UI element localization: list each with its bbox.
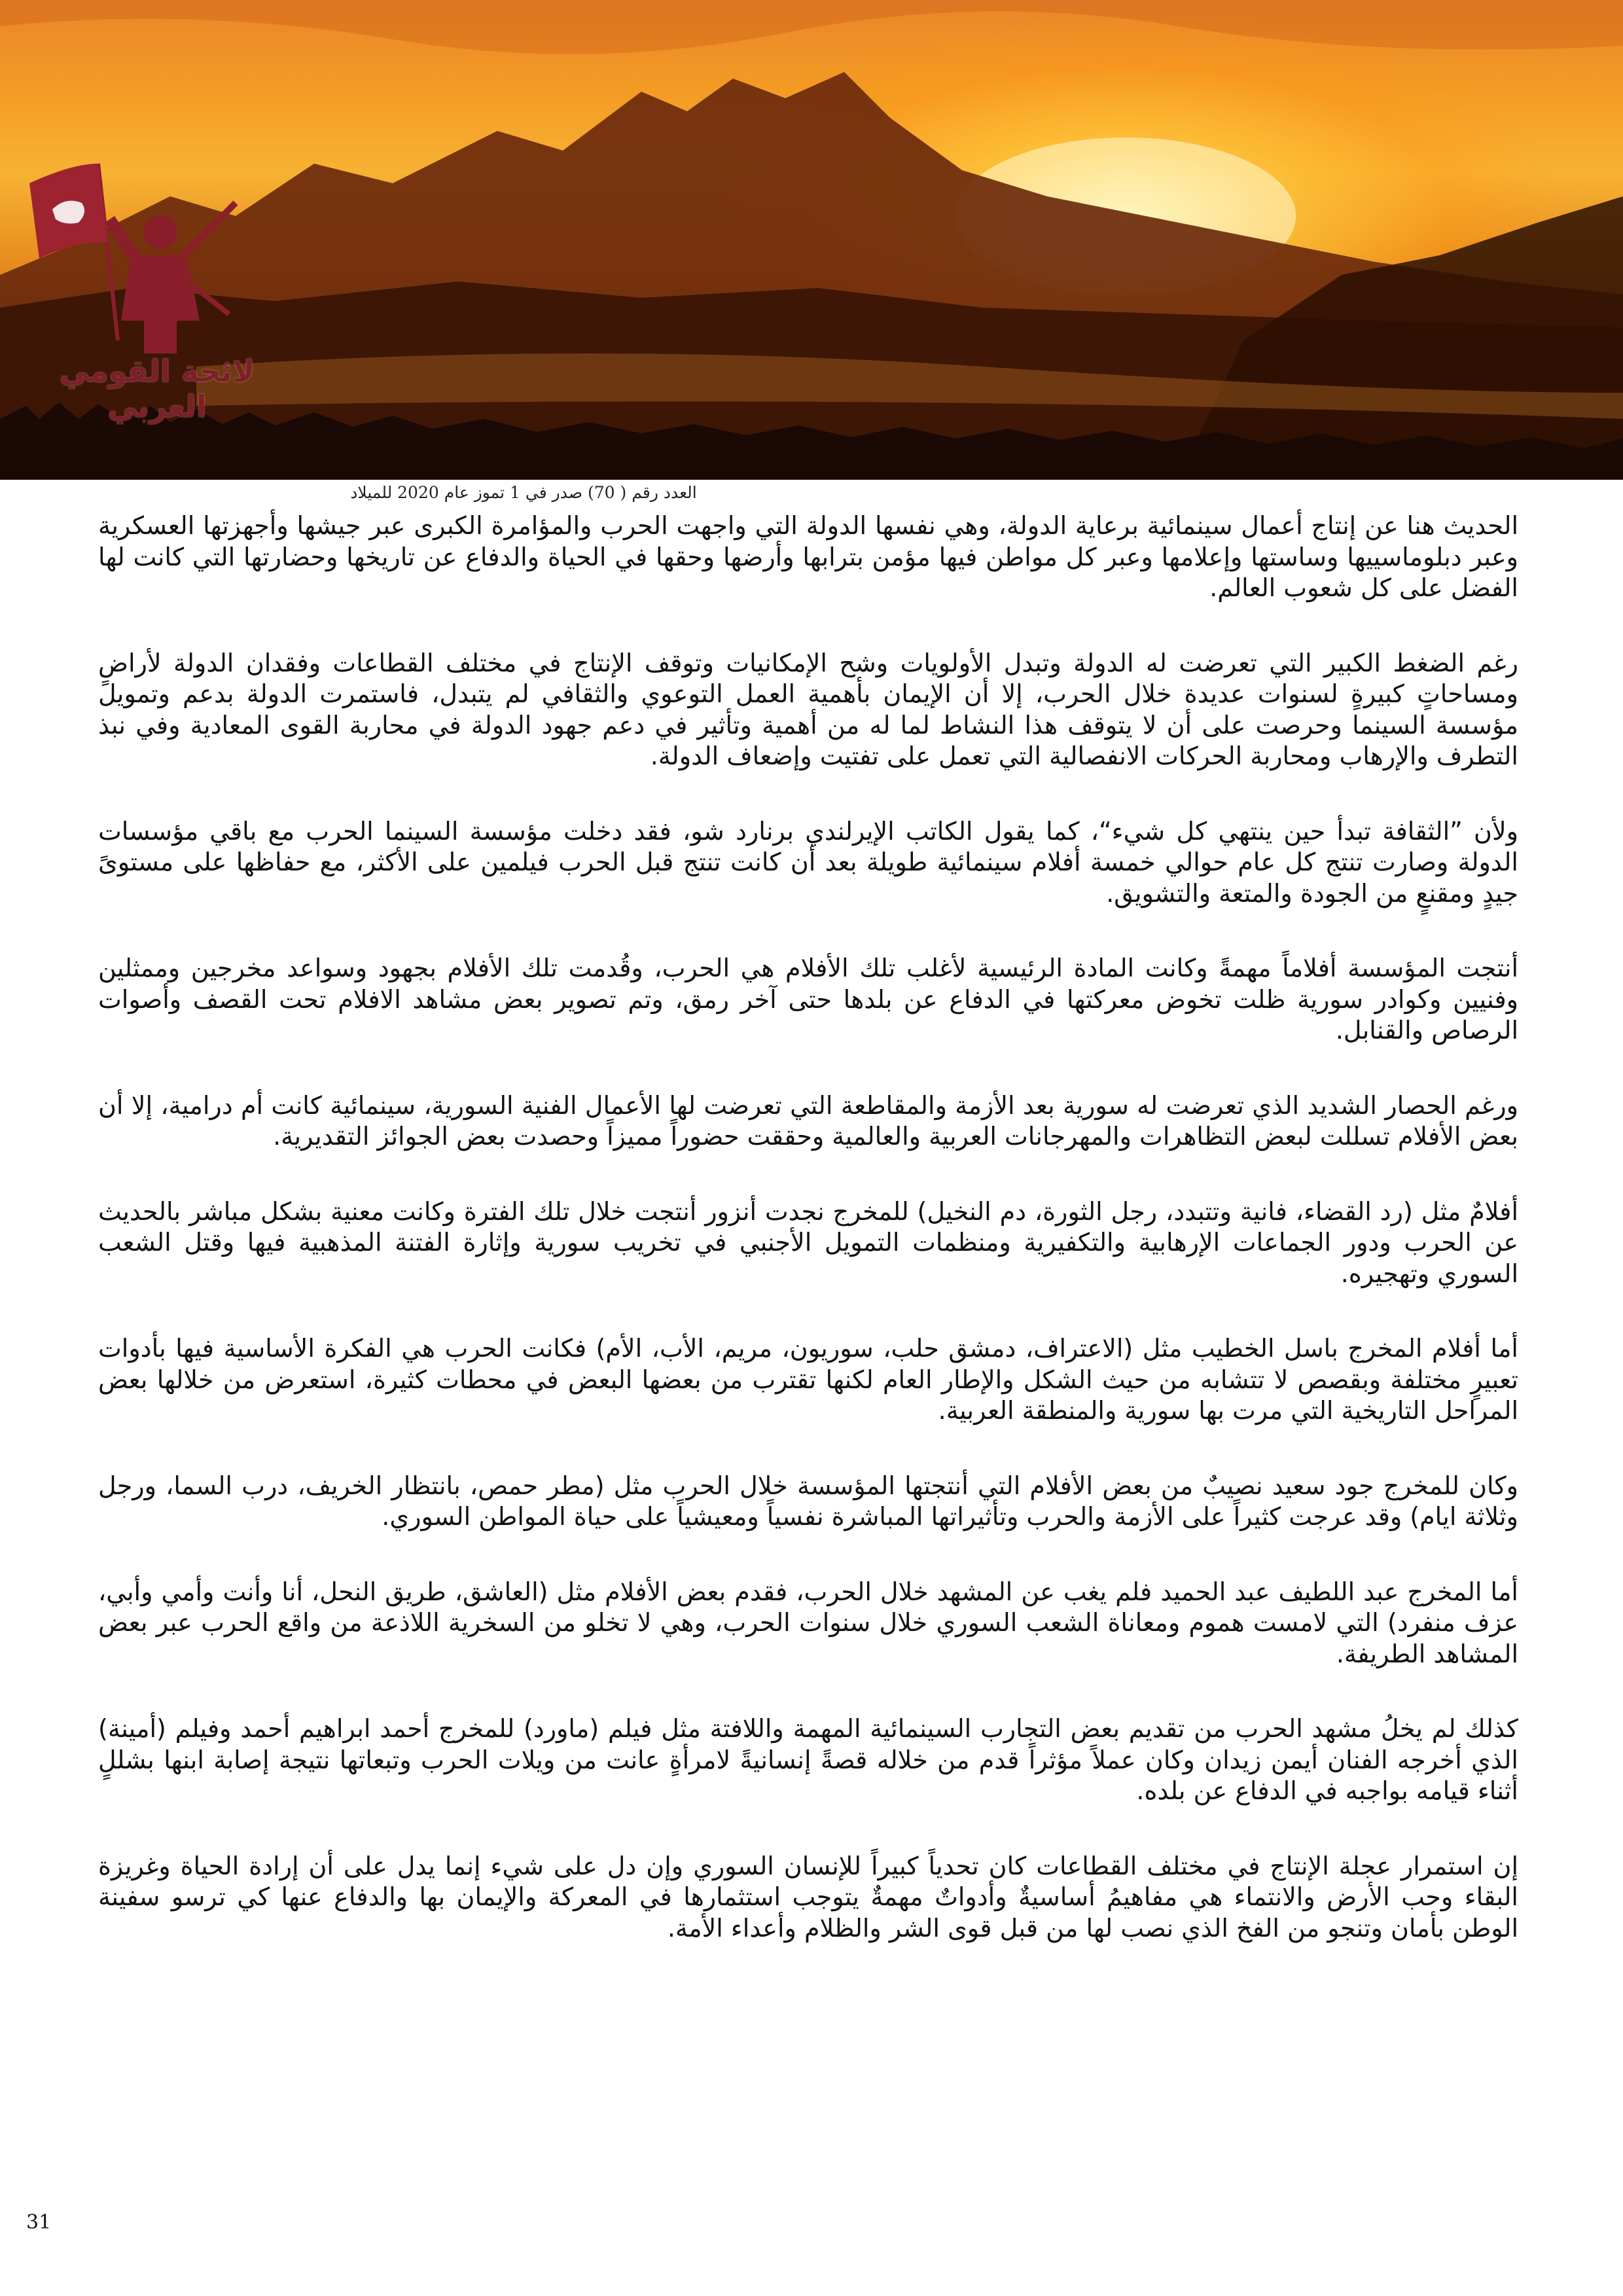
paragraph: رغم الضغط الكبير التي تعرضت له الدولة وتبدل الأولويات وشح الإمكانيات وتوقف الإنتاج في مختلف القطاعات وفقدان الدولة لأراضٍ ومساحاتٍ كبيرةٍ لسنوات عديدة خلال الحرب، إلا أن الإيمان بأهمية العمل التوعوي والثقافي لم يتبدل، فاستمرت الدولة بدعم وتمويل مؤسسة السينما وحرصت على أن لا يتوقف هذا النشاط لما له من أهمية وتأثير في دعم جهود الدولة في محاربة القوى المعادية وفي نبذ التطرف والإرهاب ومحاربة الحركات الانفصالية التي تعمل على تفتيت وإضعاف الدولة. bbox=[98, 648, 1518, 770]
paragraph: وكان للمخرج جود سعيد نصيبٌ من بعض الأفلام التي أنتجتها المؤسسة خلال الحرب مثل (مطر حمص، بانتظار الخريف، درب السما، ورجل وثلاثة ايام) وقد عرجت كثيراً على الأزمة والحرب وتأثيراتها المباشرة نفسياً ومعيشياً على حياة المواطن السوري. bbox=[98, 1471, 1518, 1531]
paragraph: أفلامٌ مثل (رد القضاء، فانية وتتبدد، رجل الثورة، دم النخيل) للمخرج نجدت أنزور أنتجت خلال تلك الفترة وكانت معنية بشكل مباشر بالحديث عن الحرب ودور الجماعات الإرهابية والتكفيرية ومنظمات التمويل الأجنبي في تخريب سورية وإثارة الفتنة المذهبية فيها وقتل الشعب السوري وتهجيره. bbox=[98, 1196, 1518, 1288]
paragraph: ولأن ”الثقافة تبدأ حين ينتهي كل شيء“، كما يقول الكاتب الإيرلندي برنارد شو، فقد دخلت مؤسسة السينما الحرب مع باقي مؤسسات الدولة وصارت تنتج كل عام حوالي خمسة أفلام سينمائية طويلة بعد أن كانت تنتج قبل الحرب فيلمين على الأكثر، مع حفاظها على مستوىً جيدٍ ومقنعٍ من الجودة والمتعة والتشويق. bbox=[98, 816, 1518, 908]
paragraph: ورغم الحصار الشديد الذي تعرضت له سورية بعد الأزمة والمقاطعة التي تعرضت لها الأعمال الفنية السورية، سينمائية كانت أم درامية، إلا أن بعض الأفلام تسللت لبعض التظاهرات والمهرجانات العربية والعالمية وحققت حضوراً مميزاً وحصدت بعض الجوائز التقديرية. bbox=[98, 1090, 1518, 1151]
article-body bbox=[98, 511, 1518, 1988]
paragraph: إن استمرار عجلة الإنتاج في مختلف القطاعات كان تحدياً كبيراً للإنسان السوري وإن دل على شيء إنما يدل على أن إرادة الحياة وغريزة البقاء وحب الأرض والانتماء هي مفاهيمُ أساسيةٌ وأدواتٌ مهمةٌ يتوجب استثمارها في المعركة والإيمان بها والدفاع عنها كي ترسو سفينة الوطن بأمان وتنجو من الفخ الذي نصب لها من قبل قوى الشر والظلام وأعداء الأمة. bbox=[98, 1851, 1518, 1943]
paragraph: كذلك لم يخلُ مشهد الحرب من تقديم بعض التجارب السينمائية المهمة واللافتة مثل فيلم (ماورد) للمخرج أحمد ابراهيم أحمد وفيلم (أمينة) الذي أخرجه الفنان أيمن زيدان وكان عملاً مؤثراً قدم من خلاله قصةً إنسانيةً لامرأةٍ عانت من ويلات الحرب وتبعاتها نتيجة إصابة ابنها بشللٍ أثناء قيامه بواجبه في الدفاع عن بلده. bbox=[98, 1714, 1518, 1805]
page-number: 31 bbox=[26, 2211, 52, 2234]
paragraph: الحديث هنا عن إنتاج أعمال سينمائية برعاية الدولة، وهي نفسها الدولة التي واجهت الحرب والمؤامرة الكبرى عبر جيشها وأجهزتها العسكرية وعبر دبلوماسييها وساستها وإعلامها وعبر كل مواطن فيها مؤمن بترابها وأرضها وحقها في الحياة والدفاع عن تاريخها وحضارتها التي كانت لها الفضل على كل شعوب العالم. bbox=[98, 511, 1518, 602]
paragraph: أما أفلام المخرج باسل الخطيب مثل (الاعتراف، دمشق حلب، سوريون، مريم، الأب، الأم) فكانت الحرب هي الفكرة الأساسية فيها بأدوات تعبيرٍ مختلفة وبقصص لا تتشابه من حيث الشكل والإطار العام لكنها تقترب من بعضها البعض في محطات كثيرة، استعرض من خلالها بعض المراحل التاريخية التي مرت بها سورية والمنطقة العربية. bbox=[98, 1334, 1518, 1425]
paragraph: أما المخرج عبد اللطيف عبد الحميد فلم يغب عن المشهد خلال الحرب، فقدم بعض الأفلام مثل (العاشق، طريق النحل، أنا وأنت وأمي وأبي، عزف منفرد) التي لامست هموم ومعاناة الشعب السوري خلال سنوات الحرب، وهي لا تخلو من السخرية اللاذعة من واقع الحرب عبر بعض المشاهد الطريفة. bbox=[98, 1577, 1518, 1668]
logo-text: لائحة القومي العربي bbox=[59, 353, 255, 424]
paragraph: أنتجت المؤسسة أفلاماً مهمةً وكانت المادة الرئيسية لأغلب تلك الأفلام هي الحرب، وقُدمت تلك الأفلام بجهود وسواعد مخرجين وممثلين وفنيين وكوادر سورية ظلت تخوض معركتها في الدفاع عن بلدها حتى آخر رمق، وتم تصوير بعض مشاهد الافلام تحت القصف وأصوات الرصاص والقنابل. bbox=[98, 954, 1518, 1045]
header-banner bbox=[0, 0, 1623, 480]
issue-line: العدد رقم ( 70) صدر في 1 تموز عام 2020 للميلاد bbox=[350, 483, 697, 502]
